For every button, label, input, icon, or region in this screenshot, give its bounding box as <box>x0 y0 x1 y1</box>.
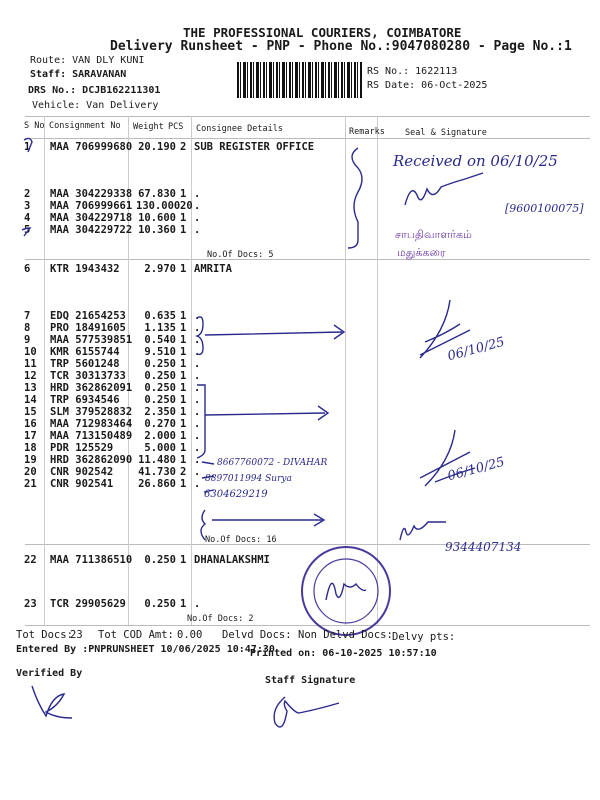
row-consignee: . <box>194 370 201 382</box>
row-consignment-no: MAA 706999680 <box>50 141 133 153</box>
arrow-mark <box>205 406 328 420</box>
row-consignment-no: HRD 362862090 <box>50 454 133 466</box>
row-weight: 0.270 <box>144 418 176 430</box>
row-pcs: 1 <box>180 442 187 454</box>
row-pcs: 1 <box>180 394 187 406</box>
row-pcs: 1 <box>180 322 187 334</box>
row-consignment-no: TRP 5601248 <box>50 358 120 370</box>
row-pcs: 1 <box>180 406 187 418</box>
company-title: THE PROFESSIONAL COURIERS, COIMBATORE <box>183 25 462 40</box>
row-weight: 0.250 <box>144 358 176 370</box>
row-consignee: SUB REGISTER OFFICE <box>194 141 315 153</box>
row-consignee: . <box>194 200 201 212</box>
tamil-stamp-2: மதுக்கரை <box>397 246 446 259</box>
row-consignee: . <box>194 322 201 334</box>
row-pcs: 1 <box>180 418 187 430</box>
tamil-stamp-1: சாபதிவாளர்கம் <box>395 228 472 241</box>
row-sno: 7 <box>24 310 31 322</box>
row-sno: 23 <box>24 598 37 610</box>
group-doc-count: No.Of Docs: 16 <box>205 535 277 545</box>
row-consignee: . <box>194 454 201 466</box>
brace-mark <box>348 148 362 248</box>
row-sno: 16 <box>24 418 37 430</box>
drs-number: DRS No.: DCJB162211301 <box>28 85 161 96</box>
row-weight: 1.135 <box>144 322 176 334</box>
row-sno: 21 <box>24 478 37 490</box>
row-consignee: . <box>194 334 201 346</box>
signature-stroke <box>420 430 475 486</box>
delvy-pts: Delvy pts: <box>392 631 456 643</box>
row-sno: 5 <box>24 224 31 236</box>
row-consignment-no: MAA 304229338 <box>50 188 133 200</box>
row-weight: 2.350 <box>144 406 176 418</box>
row-sno: 19 <box>24 454 37 466</box>
arrow-mark <box>202 462 214 492</box>
row-weight: 0.635 <box>144 310 176 322</box>
row-sno: 12 <box>24 370 37 382</box>
col-header-sno: S No <box>24 121 45 131</box>
row-pcs: 1 <box>180 188 187 200</box>
staff-signature <box>274 697 339 727</box>
group-doc-count: No.Of Docs: 2 <box>187 614 254 624</box>
row-pcs: 1 <box>180 382 187 394</box>
row-consignment-no: HRD 362862091 <box>50 382 133 394</box>
row-consignee: . <box>194 478 201 490</box>
row-weight: 0.250 <box>144 554 176 566</box>
stamp-dhanalakshmi <box>302 547 390 635</box>
row-consignment-no: TCR 30313733 <box>50 370 126 382</box>
group-doc-count: No.Of Docs: 5 <box>207 250 274 260</box>
row-sno: 20 <box>24 466 37 478</box>
col-header-remarks: Remarks <box>349 127 385 137</box>
handwritten-phone: 9344407134 <box>445 540 522 554</box>
row-consignee: DHANALAKSHMI <box>194 554 270 566</box>
row-pcs: 1 <box>180 212 187 224</box>
row-weight: 0.250 <box>144 394 176 406</box>
row-weight: 0.250 <box>144 598 176 610</box>
handwritten-note: 8667760072 - DIVAHAR <box>217 458 328 468</box>
row-weight: 11.480 <box>138 454 176 466</box>
row-weight: 0.540 <box>144 334 176 346</box>
row-pcs: 1 <box>180 430 187 442</box>
row-weight: 2.000 <box>144 430 176 442</box>
row-consignee: . <box>194 346 201 358</box>
row-pcs: 1 <box>180 224 187 236</box>
row-consignee: . <box>194 394 201 406</box>
row-pcs: 1 <box>180 263 187 275</box>
row-sno: 1 <box>24 141 31 153</box>
entered-by: Entered By :PNPRUNSHEET 10/06/2025 10:47:30 <box>16 644 275 655</box>
row-consignment-no: CNR 902542 <box>50 466 114 478</box>
row-consignment-no: KTR 1943432 <box>50 263 120 275</box>
cod-label: Tot COD Amt: <box>98 629 174 641</box>
row-consignee: . <box>194 442 201 454</box>
brace-mark <box>197 317 203 355</box>
printed-on: Printed on: 06-10-2025 10:57:10 <box>250 648 437 659</box>
row-consignment-no: PDR 125529 <box>50 442 114 454</box>
row-sno: 15 <box>24 406 37 418</box>
checkmark <box>22 138 32 236</box>
row-pcs: 1 <box>180 454 187 466</box>
handwritten-phone: [9600100075] <box>505 202 584 215</box>
row-weight: 41.730 <box>138 466 176 478</box>
row-consignment-no: TCR 29905629 <box>50 598 126 610</box>
row-consignment-no: KMR 6155744 <box>50 346 120 358</box>
route: Route: VAN DLY KUNI <box>30 55 145 66</box>
rs-number: RS No.: 1622113 <box>367 66 458 77</box>
row-pcs: 1 <box>180 478 187 490</box>
row-consignment-no: MAA 712983464 <box>50 418 133 430</box>
row-weight: 0.250 <box>144 382 176 394</box>
row-consignee: . <box>194 466 201 478</box>
row-weight: 5.000 <box>144 442 176 454</box>
row-weight: 26.860 <box>138 478 176 490</box>
row-sno: 6 <box>24 263 31 275</box>
row-consignee: . <box>194 382 201 394</box>
row-pcs: 20 <box>180 200 193 212</box>
row-consignee: . <box>194 418 201 430</box>
row-sno: 9 <box>24 334 31 346</box>
row-consignment-no: EDQ 21654253 <box>50 310 126 322</box>
row-weight: 10.600 <box>138 212 176 224</box>
col-header-seal: Seal & Signature <box>405 128 487 138</box>
row-consignment-no: PRO 18491605 <box>50 322 126 334</box>
row-sno: 17 <box>24 430 37 442</box>
col-header-weight: Weight <box>133 122 164 132</box>
row-pcs: 1 <box>180 346 187 358</box>
arrow-mark <box>205 325 344 339</box>
row-sno: 4 <box>24 212 31 224</box>
staff: Staff: SARAVANAN <box>30 69 127 80</box>
row-consignment-no: MAA 713150489 <box>50 430 133 442</box>
brace-mark <box>201 510 205 540</box>
row-sno: 2 <box>24 188 31 200</box>
row-consignee: . <box>194 598 201 610</box>
row-weight: 67.830 <box>138 188 176 200</box>
signature-stroke <box>420 300 470 358</box>
row-consignee: . <box>194 224 201 236</box>
row-consignee: AMRITA <box>194 263 232 275</box>
handwritten-received: Received on 06/10/25 <box>393 152 558 170</box>
row-consignment-no: MAA 711386510 <box>50 554 133 566</box>
handwritten-note: 6304629219 <box>204 489 268 500</box>
non-delvd-docs: Non Delvd Docs: <box>298 629 393 641</box>
row-sno: 13 <box>24 382 37 394</box>
row-consignee: . <box>194 212 201 224</box>
tot-docs-value: 23 <box>70 629 83 641</box>
cod-value: 0.00 <box>177 629 203 641</box>
signature-stroke <box>400 522 446 540</box>
row-pcs: 1 <box>180 598 187 610</box>
row-pcs: 1 <box>180 370 187 382</box>
row-consignee: . <box>194 188 201 200</box>
handwritten-note: 8897011994 Surya <box>205 474 292 484</box>
row-weight: 20.190 <box>138 141 176 153</box>
row-consignment-no: MAA 304229722 <box>50 224 133 236</box>
rs-date: RS Date: 06-Oct-2025 <box>367 80 488 91</box>
row-weight: 0.250 <box>144 370 176 382</box>
delvd-docs: Delvd Docs: <box>222 629 292 641</box>
row-weight: 9.510 <box>144 346 176 358</box>
row-pcs: 2 <box>180 141 187 153</box>
row-pcs: 1 <box>180 310 187 322</box>
row-pcs: 1 <box>180 554 187 566</box>
row-sno: 10 <box>24 346 37 358</box>
row-consignee: . <box>194 358 201 370</box>
signature-stroke <box>405 173 483 205</box>
handwritten-date: 06/10/25 <box>446 334 507 365</box>
row-consignment-no: TRP 6934546 <box>50 394 120 406</box>
arrow-mark <box>212 514 324 526</box>
tot-docs-label: Tot Docs: <box>16 629 73 641</box>
verified-by-label: Verified By <box>16 668 83 679</box>
col-header-consignee: Consignee Details <box>196 124 283 134</box>
row-weight: 2.970 <box>144 263 176 275</box>
row-consignment-no: MAA 706999661 <box>50 200 133 212</box>
row-consignment-no: SLM 379528832 <box>50 406 133 418</box>
col-header-pcs: PCS <box>168 122 184 132</box>
col-header-consignment: Consignment No <box>49 121 121 131</box>
row-sno: 3 <box>24 200 31 212</box>
verified-signature <box>32 686 72 718</box>
row-sno: 11 <box>24 358 37 370</box>
row-consignment-no: MAA 304229718 <box>50 212 133 224</box>
row-sno: 8 <box>24 322 31 334</box>
row-consignee: . <box>194 406 201 418</box>
row-consignee: . <box>194 310 201 322</box>
row-consignment-no: CNR 902541 <box>50 478 114 490</box>
row-weight: 130.000 <box>136 200 181 212</box>
row-sno: 22 <box>24 554 37 566</box>
row-pcs: 2 <box>180 466 187 478</box>
row-consignee: . <box>194 430 201 442</box>
row-weight: 10.360 <box>138 224 176 236</box>
row-pcs: 1 <box>180 358 187 370</box>
brace-mark <box>197 385 205 458</box>
handwritten-date: 06/10/25 <box>446 454 507 485</box>
staff-signature-label: Staff Signature <box>265 675 356 686</box>
vehicle: Vehicle: Van Delivery <box>32 100 159 111</box>
row-pcs: 1 <box>180 334 187 346</box>
row-consignment-no: MAA 577539851 <box>50 334 133 346</box>
row-sno: 14 <box>24 394 37 406</box>
runsheet-subtitle: Delivery Runsheet - PNP - Phone No.:9047080280 - Page No.:1 <box>110 39 572 54</box>
row-sno: 18 <box>24 442 37 454</box>
